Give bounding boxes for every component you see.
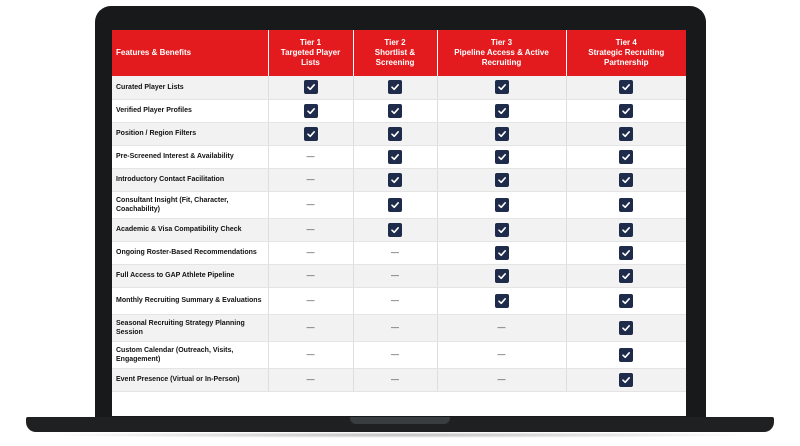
tier-4-cell — [566, 191, 686, 218]
tier-1-cell — [268, 287, 353, 314]
tier-2-cell — [353, 287, 437, 314]
tier-4-cell — [566, 76, 686, 99]
check-icon — [388, 104, 402, 118]
feature-label: Seasonal Recruiting Strategy Planning Session — [112, 314, 268, 341]
table-row — [112, 314, 686, 341]
tier-4-cell — [566, 264, 686, 287]
check-icon — [619, 80, 633, 94]
table-row — [112, 368, 686, 391]
tier-1-cell — [268, 191, 353, 218]
feature-label: Consultant Insight (Fit, Character, Coachability) — [112, 191, 268, 218]
header-line: Tier 4 — [615, 38, 637, 47]
table-row — [112, 264, 686, 287]
column-header-tier-1 — [268, 30, 353, 76]
header-line: Pipeline Access & Active — [454, 48, 549, 57]
dash-icon: — — [306, 199, 315, 209]
tier-3-cell — [437, 218, 566, 241]
dash-icon: — — [306, 247, 315, 257]
column-header-tier-3 — [437, 30, 566, 76]
tier-4-cell — [566, 287, 686, 314]
check-icon — [619, 173, 633, 187]
tier-2-cell — [353, 241, 437, 264]
dash-icon: — — [391, 349, 399, 359]
column-header-tier-2 — [353, 30, 437, 76]
dash-icon: — — [391, 247, 399, 257]
dash-icon: — — [306, 349, 315, 359]
tier-3-cell — [437, 122, 566, 145]
header-line: Lists — [301, 58, 320, 67]
tier-4-cell — [566, 122, 686, 145]
tier-3-cell — [437, 341, 566, 368]
feature-label: Introductory Contact Facilitation — [112, 168, 268, 191]
check-icon — [304, 80, 318, 94]
dash-icon: — — [306, 151, 315, 161]
tier-4-cell — [566, 314, 686, 341]
header-line: Recruiting — [481, 58, 522, 67]
check-icon — [388, 173, 402, 187]
laptop-notch — [350, 417, 450, 424]
feature-label: Monthly Recruiting Summary & Evaluations — [112, 287, 268, 314]
tier-2-cell — [353, 368, 437, 391]
tier-3-cell — [437, 145, 566, 168]
check-icon — [495, 104, 509, 118]
dash-icon: — — [306, 374, 315, 384]
tier-3-cell — [437, 368, 566, 391]
tier-1-cell — [268, 368, 353, 391]
header-line: Tier 3 — [490, 38, 513, 47]
header-line: Partnership — [604, 58, 649, 67]
header-line: Shortlist & — [374, 48, 416, 57]
check-icon — [619, 223, 633, 237]
check-icon — [495, 127, 509, 141]
check-icon — [495, 246, 509, 260]
check-icon — [619, 150, 633, 164]
tier-4-cell — [566, 168, 686, 191]
tier-2-cell — [353, 264, 437, 287]
feature-label: Position / Region Filters — [112, 122, 268, 145]
laptop-screen — [112, 30, 686, 416]
tier-1-cell — [268, 264, 353, 287]
tier-4-cell — [566, 145, 686, 168]
check-icon — [619, 348, 633, 362]
tier-4-cell — [566, 218, 686, 241]
tier-1-cell — [268, 241, 353, 264]
dash-icon: — — [497, 374, 506, 384]
tier-4-cell — [566, 99, 686, 122]
tier-1-cell — [268, 99, 353, 122]
tier-2-cell — [353, 218, 437, 241]
tier-1-cell — [268, 218, 353, 241]
tier-3-cell — [437, 191, 566, 218]
dash-icon: — — [497, 349, 506, 359]
check-icon — [388, 80, 402, 94]
table-row — [112, 218, 686, 241]
check-icon — [388, 198, 402, 212]
header-row — [112, 30, 686, 76]
header-line: Targeted Player — [280, 48, 341, 57]
check-icon — [495, 198, 509, 212]
check-icon — [388, 127, 402, 141]
check-icon — [619, 321, 633, 335]
table-row — [112, 287, 686, 314]
feature-label: Event Presence (Virtual or In-Person) — [112, 368, 268, 391]
tier-1-cell — [268, 76, 353, 99]
tier-1-cell — [268, 168, 353, 191]
tier-2-cell — [353, 76, 437, 99]
tier-4-cell — [566, 341, 686, 368]
tier-2-cell — [353, 314, 437, 341]
feature-label: Full Access to GAP Athlete Pipeline — [112, 264, 268, 287]
dash-icon: — — [306, 174, 315, 184]
comparison-table — [112, 30, 686, 392]
check-icon — [619, 198, 633, 212]
tier-2-cell — [353, 145, 437, 168]
table-row — [112, 168, 686, 191]
header-line: Screening — [375, 58, 415, 67]
check-icon — [304, 127, 318, 141]
header-line: Strategic Recruiting — [588, 48, 665, 57]
check-icon — [495, 294, 509, 308]
check-icon — [619, 104, 633, 118]
tier-1-cell — [268, 122, 353, 145]
check-icon — [495, 150, 509, 164]
dash-icon: — — [497, 322, 506, 332]
dash-icon: — — [306, 322, 315, 332]
check-icon — [619, 373, 633, 387]
tier-1-cell — [268, 314, 353, 341]
check-icon — [388, 150, 402, 164]
table-row — [112, 122, 686, 145]
tier-4-cell — [566, 241, 686, 264]
tier-2-cell — [353, 168, 437, 191]
check-icon — [304, 104, 318, 118]
table-row — [112, 241, 686, 264]
feature-label: Verified Player Profiles — [112, 99, 268, 122]
table-row — [112, 99, 686, 122]
dash-icon: — — [306, 295, 315, 305]
feature-label: Ongoing Roster-Based Recommendations — [112, 241, 268, 264]
dash-icon: — — [391, 374, 399, 384]
tier-3-cell — [437, 287, 566, 314]
check-icon — [495, 269, 509, 283]
table-row — [112, 145, 686, 168]
dash-icon: — — [306, 270, 315, 280]
dash-icon: — — [391, 295, 399, 305]
table-row — [112, 76, 686, 99]
tier-1-cell — [268, 145, 353, 168]
feature-label: Curated Player Lists — [112, 76, 268, 99]
tier-3-cell — [437, 99, 566, 122]
check-icon — [619, 269, 633, 283]
tier-1-cell — [268, 341, 353, 368]
dash-icon: — — [391, 322, 399, 332]
table-row — [112, 191, 686, 218]
header-line: Tier 2 — [384, 38, 406, 47]
column-header-tier-4 — [566, 30, 686, 76]
feature-label: Academic & Visa Compatibility Check — [112, 218, 268, 241]
check-icon — [495, 173, 509, 187]
laptop-shadow — [40, 432, 760, 438]
check-icon — [495, 223, 509, 237]
tier-2-cell — [353, 191, 437, 218]
tier-2-cell — [353, 341, 437, 368]
tier-2-cell — [353, 122, 437, 145]
tier-4-cell — [566, 368, 686, 391]
tier-3-cell — [437, 168, 566, 191]
check-icon — [495, 80, 509, 94]
tier-3-cell — [437, 76, 566, 99]
header-line: Features & Benefits — [116, 48, 192, 57]
column-header-features — [112, 30, 268, 76]
check-icon — [388, 223, 402, 237]
check-icon — [619, 246, 633, 260]
table-row — [112, 341, 686, 368]
feature-label: Pre-Screened Interest & Availability — [112, 145, 268, 168]
feature-label: Custom Calendar (Outreach, Visits, Engagement) — [112, 341, 268, 368]
tier-3-cell — [437, 264, 566, 287]
tier-3-cell — [437, 314, 566, 341]
dash-icon: — — [306, 224, 315, 234]
check-icon — [619, 127, 633, 141]
tier-2-cell — [353, 99, 437, 122]
dash-icon: — — [391, 270, 399, 280]
table-body — [112, 76, 686, 391]
tier-3-cell — [437, 241, 566, 264]
header-line: Tier 1 — [299, 38, 322, 47]
check-icon — [619, 294, 633, 308]
